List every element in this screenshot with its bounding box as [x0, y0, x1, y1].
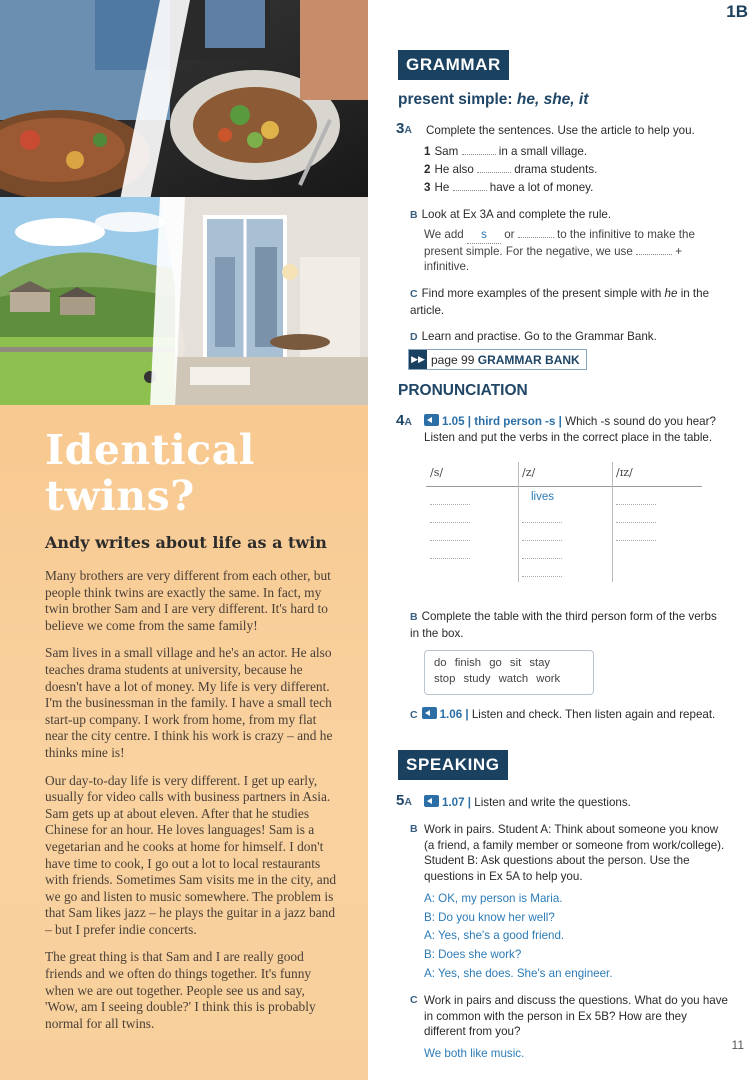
table-header: /z/	[522, 466, 536, 479]
exercise-title: third person -s	[474, 415, 556, 428]
dialogue-line: A: OK, my person is Maria.	[424, 892, 563, 905]
exercise-3a-item-2	[424, 161, 728, 179]
grammar-heading	[398, 91, 588, 109]
exercise-number: 5	[396, 792, 405, 809]
item-text: He also	[434, 163, 474, 176]
exercise-number: 3	[396, 120, 405, 137]
exercise-number: 4	[396, 412, 405, 429]
sounds-table	[426, 462, 702, 592]
instruction-text: Which -s sound do you hear? Listen and put the verbs in the correct place in the table.	[424, 415, 716, 444]
answer-gap[interactable]	[453, 190, 487, 191]
exercise-5b-instruction	[398, 822, 728, 885]
answer-line[interactable]	[430, 558, 470, 559]
grammar-bank-link[interactable]	[408, 349, 587, 370]
village-and-flat-photo	[0, 197, 368, 407]
answer-line[interactable]	[430, 540, 470, 541]
instruction-text: in the article.	[410, 287, 710, 317]
food-photo	[0, 0, 368, 200]
item-number: 2	[424, 163, 431, 176]
answer-line[interactable]	[522, 522, 562, 523]
sub-letter: C	[410, 994, 418, 1006]
article-paragraph-1: Many brothers are very different from each other, but people think twins are exactly the same. In fact, my twin brother Sam and I are very different. It's hard to believe we come from the same family!	[45, 568, 331, 633]
sub-letter: A	[404, 416, 412, 428]
dialogue-line: A: Yes, she does. She's an engineer.	[424, 966, 613, 980]
sub-letter: D	[410, 331, 418, 343]
verb-row: stop study watch work	[434, 673, 561, 685]
instruction-text: Listen and write the questions.	[474, 796, 631, 809]
verb-row: do finish go sit stay	[434, 657, 551, 669]
article-paragraph-3: Our day-to-day life is very different. I get up early, usually for video calls with business partners in Asia. Sam gets up at about eleven. After that he studies Chinese for an hour. He loves languages! Sam is a vegetarian and he cooks at home for himself. I don't have time to cook, I go out a lot to local restaurants with friends. Sometimes Sam visits me in the city, and we go and listen to music somewhere. The problem is that Sam likes jazz – he plays the guitar in a jazz band – but I prefer indie concerts.	[45, 772, 337, 937]
dialogue-line: B: Do you know her well?	[424, 910, 555, 924]
exercise-3c-instruction	[398, 286, 728, 318]
dialogue	[398, 890, 728, 984]
table-divider	[426, 486, 702, 487]
audio-icon[interactable]	[424, 414, 439, 426]
exercise-3b-instruction	[398, 207, 728, 224]
exercise-5c-instruction	[398, 993, 728, 1040]
answer-line[interactable]	[522, 540, 562, 541]
exercise-5a-instruction: 1.07 | Listen and write the questions.	[398, 795, 728, 811]
audio-track-number: 1.07	[442, 796, 465, 809]
audio-track-number: 1.05	[442, 415, 465, 428]
rule-text: + infinitive.	[424, 244, 683, 274]
rule-text: to the infinitive to make the present simple. For the negative, we use	[424, 228, 695, 258]
article-title	[45, 427, 338, 519]
sub-letter: B	[410, 823, 418, 835]
article-paragraph-2: Sam lives in a small village and he's an actor. He also teaches drama students at university, because he doesn't have a lot of money. My life is very different. I'm the businessman in the family. I have a small tech start-up company. I work from home, from my flat near the city centre. I think his work is crazy – and he thinks mine is!	[45, 645, 333, 760]
dialogue-line: A: Yes, she's a good friend.	[424, 929, 565, 943]
article-body	[0, 405, 368, 1080]
exercise-3d-instruction	[398, 329, 728, 346]
sub-letter: C	[410, 709, 418, 721]
instruction-text: Listen and check. Then listen again and repeat.	[471, 708, 716, 721]
grammar-bank-text	[427, 353, 586, 367]
sub-letter: A	[404, 796, 412, 808]
sub-letter: C	[410, 288, 418, 300]
instruction-text: Complete the table with the third person form of the verbs in the box.	[410, 610, 717, 640]
article-paragraph-4: The great thing is that Sam and I are really good friends and we often do things together. It's funny when we are out together. People see us and say, 'Wow, am I seeing double?' I think this is probably normal for all twins.	[45, 949, 316, 1031]
grammar-banner: GRAMMAR	[398, 50, 509, 80]
exercise-3a-instruction: Complete the sentences. Use the article to help you.	[426, 124, 695, 137]
answer-gap[interactable]	[462, 154, 496, 155]
exercise-4c-instruction: C 1.06 | Listen and check. Then listen again and repeat.	[410, 708, 716, 721]
table-divider	[612, 462, 613, 582]
instruction-text: Find more examples of the present simple with	[421, 287, 662, 300]
exercise-3a-item-3	[424, 179, 728, 197]
grammar-bank-label: GRAMMAR BANK	[477, 352, 580, 367]
speaking-banner: SPEAKING	[398, 750, 508, 780]
item-text: Sam	[434, 145, 459, 158]
sub-letter: B	[410, 209, 418, 221]
sub-letter: B	[410, 611, 418, 623]
item-number: 3	[424, 181, 431, 194]
article-title-line-1: Identical	[45, 426, 255, 474]
answer-line[interactable]	[616, 504, 656, 505]
article-column	[0, 0, 368, 1080]
instruction-text: Look at Ex 3A and complete the rule.	[421, 208, 612, 221]
exercise-3a-items	[398, 143, 728, 197]
rule-answer-s[interactable]: s	[467, 227, 501, 244]
exercise-3a-item-1	[424, 143, 728, 161]
table-divider	[518, 462, 519, 582]
exercise-3b-rule	[398, 227, 728, 275]
exercise-4a-instruction: 1.05 | third person -s | Which -s sound do you hear? Listen and put the verbs in the correct place in the table.	[424, 415, 716, 444]
item-text: in a small village.	[498, 145, 588, 158]
exercise-5c-example: We both like music.	[424, 1047, 525, 1060]
grammar-heading-italic: he, she, it	[516, 91, 589, 108]
answer-gap[interactable]	[477, 172, 511, 173]
item-number: 1	[424, 145, 431, 158]
audio-track-number: 1.06	[439, 708, 463, 721]
table-header: /ɪz/	[616, 466, 633, 479]
dialogue-line: B: Does she work?	[424, 948, 522, 962]
rule-text: We add	[424, 228, 464, 241]
verb-box	[424, 650, 594, 695]
item-text: have a lot of money.	[489, 181, 594, 194]
article-title-line-2: twins?	[45, 472, 195, 520]
answer-line[interactable]	[430, 504, 470, 505]
item-text: drama students.	[514, 163, 598, 176]
answer-gap[interactable]	[636, 254, 672, 255]
grammar-heading-prefix: present simple:	[398, 91, 517, 108]
table-header: /s/	[430, 466, 444, 479]
grammar-bank-page: page 99	[431, 352, 475, 367]
instruction-text: Work in pairs. Student A: Think about someone you know (a friend, a family member or someone from work/college). Student B: Ask questions about the person. Use the questions in Ex 5A to help you.	[424, 823, 725, 884]
answer-line[interactable]	[522, 576, 562, 577]
answer-line[interactable]	[616, 522, 656, 523]
fast-forward-icon: ▶▶	[409, 350, 427, 369]
exercise-4b-instruction	[398, 609, 728, 641]
sub-letter: A	[404, 124, 412, 136]
answer-line[interactable]	[616, 540, 656, 541]
unit-label: 1B	[726, 2, 748, 21]
answer-line[interactable]	[522, 558, 562, 559]
article-subtitle: Andy writes about life as a twin	[45, 533, 327, 552]
instruction-text: Learn and practise. Go to the Grammar Bank.	[421, 330, 657, 343]
page-number: 11	[731, 1038, 744, 1052]
answer-line[interactable]	[430, 522, 470, 523]
instruction-text: Work in pairs and discuss the questions. What do you have in common with the person in Ex 5B? How are they different from you?	[424, 994, 728, 1039]
rule-text: or	[504, 228, 515, 241]
table-example-answer: lives	[531, 491, 555, 503]
answer-gap[interactable]	[518, 237, 554, 238]
instruction-italic: he	[664, 287, 678, 300]
audio-icon[interactable]	[422, 707, 437, 719]
item-text: He	[434, 181, 450, 194]
pronunciation-heading: PRONUNCIATION	[398, 382, 528, 399]
audio-icon[interactable]	[424, 795, 439, 807]
